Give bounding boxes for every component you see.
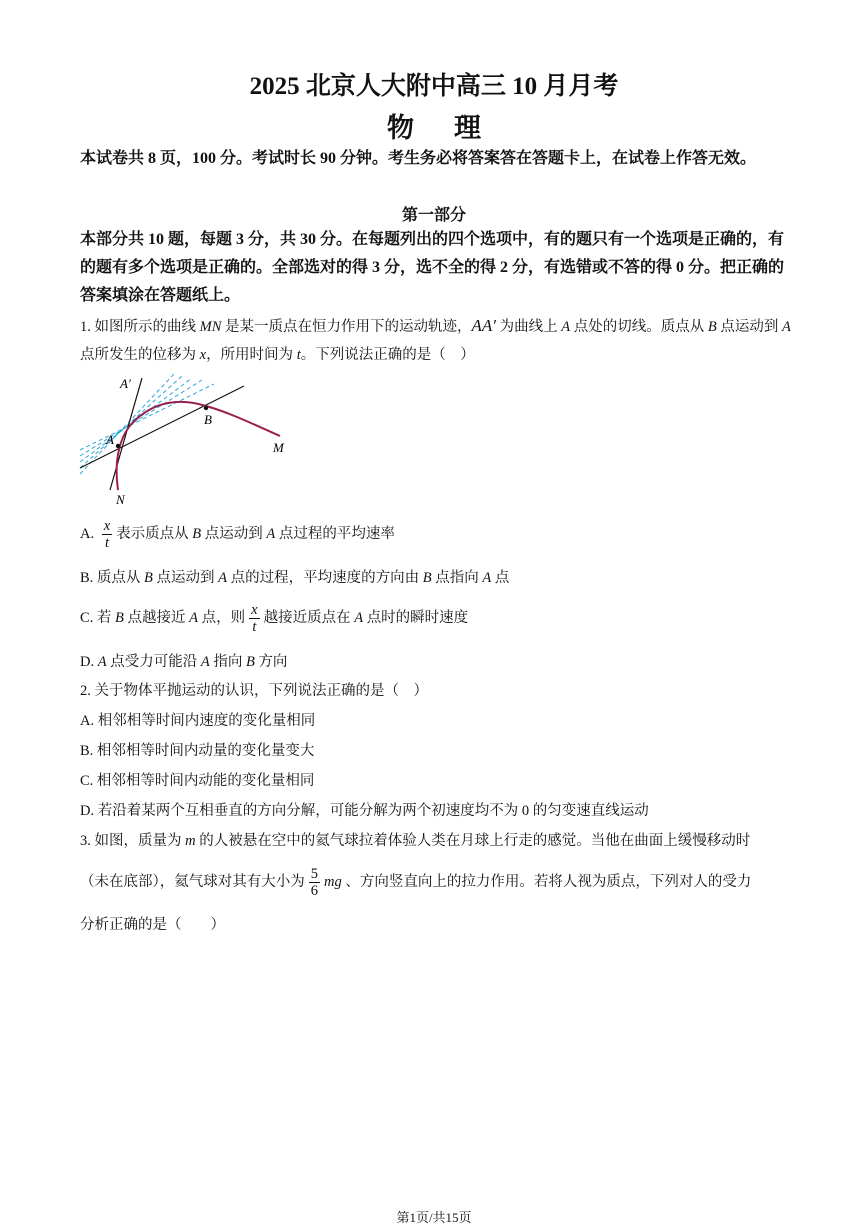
var-m: m xyxy=(185,833,196,849)
text: 点的过程，平均速度的方向由 xyxy=(227,570,423,586)
text: 1. 如图所示的曲线 xyxy=(80,319,200,335)
var-b: B xyxy=(192,525,202,542)
var-a: A xyxy=(97,654,107,670)
var-a: A xyxy=(354,609,364,626)
text: 的人被悬在空中的氦气球拉着体验人类在月球上行走的感觉。当他在曲面上缓慢移动时 xyxy=(195,833,751,849)
text: 。下列说法正确的是（ ） xyxy=(300,347,475,363)
chord-line xyxy=(80,386,244,468)
denominator: t xyxy=(252,619,257,635)
option-label: A. xyxy=(80,525,98,542)
var-b: B xyxy=(707,319,717,335)
exam-instructions: 本试卷共 8 页，100 分。考试时长 90 分钟。考生务必将答案答在答题卡上，在试卷上作答无效。 xyxy=(80,150,757,167)
var-a: A xyxy=(781,319,791,335)
var-a: A xyxy=(200,654,210,670)
text: 点过程的平均速率 xyxy=(275,525,395,542)
var-a: A xyxy=(189,609,199,626)
exam-title: 2025 北京人大附中高三 10 月月考 xyxy=(249,73,619,100)
var-aa-prime: AA′ xyxy=(471,316,496,335)
text: 点 xyxy=(491,570,510,586)
label-a-prime: A′ xyxy=(120,376,131,391)
numerator: x xyxy=(103,518,111,534)
point-a xyxy=(116,444,120,448)
fraction-5-over-6 xyxy=(309,866,320,899)
var-mn: MN xyxy=(199,319,222,335)
page-footer: 第1页/共15页 xyxy=(396,1210,472,1225)
fraction-x-over-t xyxy=(249,602,259,635)
question-2-stem: 2. 关于物体平抛运动的认识，下列说法正确的是（ ） xyxy=(80,683,428,699)
label-n: N xyxy=(116,492,125,507)
var-b: B xyxy=(422,570,432,586)
trajectory-figure xyxy=(78,372,298,508)
numerator: 5 xyxy=(310,866,318,882)
text: 点时的瞬时速度 xyxy=(363,609,469,626)
label-b: B xyxy=(204,412,212,427)
question-3-line-3: 分析正确的是（ ） xyxy=(80,917,225,933)
text: 点指向 xyxy=(431,570,483,586)
denominator: t xyxy=(104,535,109,551)
text: 点处的切线。质点从 xyxy=(570,319,708,335)
text: C. 若 xyxy=(80,609,116,626)
question-2-option-c: C. 相邻相等时间内动能的变化量相同 xyxy=(80,773,315,789)
text: 点运动到 xyxy=(201,525,267,542)
text: 点运动到 xyxy=(716,319,782,335)
tangent-line xyxy=(110,378,142,490)
text: 点受力可能沿 xyxy=(106,654,201,670)
subject-title: 物理 xyxy=(387,113,521,143)
text: 表示质点从 xyxy=(116,525,193,542)
text: 为曲线上 xyxy=(496,319,562,335)
text: （未在底部），氦气球对其有大小为 xyxy=(80,873,305,890)
question-3-line-1 xyxy=(80,831,792,851)
question-2-option-b: B. 相邻相等时间内动量的变化量变大 xyxy=(80,743,315,759)
text: 指向 xyxy=(209,654,246,670)
text: D. xyxy=(80,654,98,670)
var-a: A xyxy=(218,570,228,586)
dashed-secant-lines xyxy=(80,374,214,474)
label-a: A xyxy=(106,432,114,447)
section-intro: 本部分共 10 题，每题 3 分，共 30 分。在每题列出的四个选项中，有的题只有一个选项是正确的，有的题有多个选项是正确的。全部选对的得 3 分，选不全的得 2 分，有选错或不答的得 0 分。把正确的答案填涂在答题纸上。 xyxy=(80,231,785,304)
question-2-option-a: A. 相邻相等时间内速度的变化量相同 xyxy=(80,713,316,729)
question-1-option-a xyxy=(80,518,792,551)
question-1-option-d xyxy=(80,652,792,672)
text: 点，则 xyxy=(198,609,246,626)
question-1-stem xyxy=(80,312,792,369)
fraction-x-over-t xyxy=(102,518,112,551)
var-a: A xyxy=(482,570,492,586)
point-b xyxy=(204,406,208,410)
question-1-option-c xyxy=(80,602,792,635)
text: 是某一质点在恒力作用下的运动轨迹， xyxy=(221,319,472,335)
text: ，所用时间为 xyxy=(206,347,297,363)
text: B. 质点从 xyxy=(80,570,145,586)
var-b: B xyxy=(245,654,255,670)
text: 、方向竖直向上的拉力作用。若将人视为质点，下列对人的受力 xyxy=(341,873,752,890)
var-b: B xyxy=(144,570,153,586)
numerator: x xyxy=(251,602,258,618)
question-3-line-2 xyxy=(80,866,792,899)
question-1-option-b xyxy=(80,568,792,588)
text: 点越接近 xyxy=(123,609,190,626)
var-b: B xyxy=(115,609,124,626)
var-a: A xyxy=(561,319,571,335)
text: 方向 xyxy=(254,654,288,670)
text: 点运动到 xyxy=(152,570,219,586)
section-title: 第一部分 xyxy=(401,207,466,224)
var-t: t xyxy=(296,347,301,363)
text: 3. 如图，质量为 xyxy=(80,833,186,849)
text: 越接近质点在 xyxy=(263,609,355,626)
trajectory-curve xyxy=(117,402,280,490)
question-2-option-d: D. 若沿着某两个互相垂直的方向分解，可能分解为两个初速度均不为 0 的匀变速直线运动 xyxy=(80,803,649,819)
text: 点所发生的位移为 xyxy=(80,347,200,363)
var-x: x xyxy=(199,347,207,363)
var-a: A xyxy=(266,525,276,542)
label-m: M xyxy=(273,440,284,455)
denominator: 6 xyxy=(310,883,318,899)
var-mg: mg xyxy=(324,873,342,890)
